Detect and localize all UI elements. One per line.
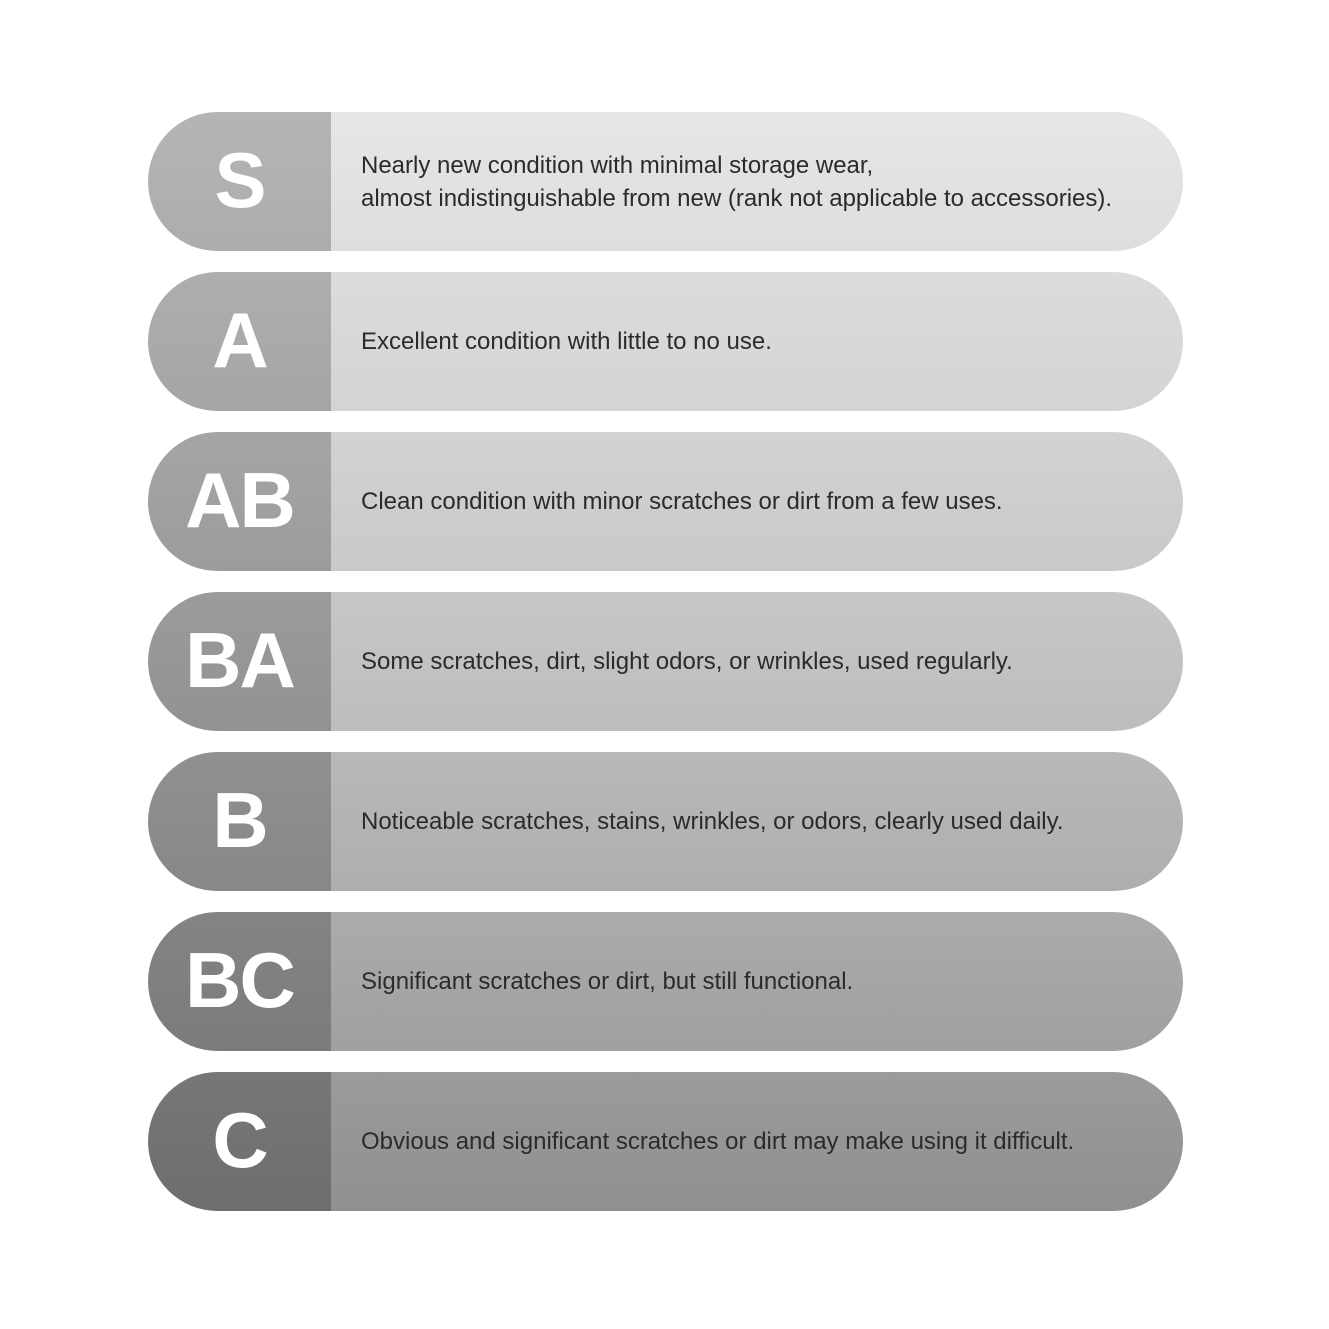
rank-description-s-line2: almost indistinguishable from new (rank not applicable to accessories). [361, 184, 1113, 212]
rank-row-b [148, 752, 1183, 891]
rank-letter-ba: BA [185, 615, 294, 704]
rank-description-cell-b [331, 752, 1183, 891]
rank-letter-c: C [212, 1095, 267, 1184]
rank-description-s [361, 149, 1112, 215]
rank-letter-ab: AB [185, 455, 294, 544]
rank-letter-cell-a [148, 272, 331, 411]
rank-description-cell-bc [331, 912, 1183, 1051]
rank-letter-cell-b [148, 752, 331, 891]
rank-letter-cell-s [148, 112, 331, 251]
rank-row-a [148, 272, 1183, 411]
rank-letter-cell-ab [148, 432, 331, 571]
rank-letter-s: S [214, 135, 265, 224]
rank-description-a: Excellent condition with little to no use. [361, 328, 772, 355]
rank-letter-cell-ba [148, 592, 331, 731]
rank-description-ab: Clean condition with minor scratches or dirt from a few uses. [361, 488, 1003, 515]
rank-description-cell-ab [331, 432, 1183, 571]
rank-row-s [148, 112, 1183, 251]
rank-description-c: Obvious and significant scratches or dirt may make using it difficult. [361, 1128, 1075, 1155]
rank-description-cell-c [331, 1072, 1183, 1211]
rank-letter-bc: BC [185, 935, 294, 1024]
rank-letter-cell-bc [148, 912, 331, 1051]
rank-letter-cell-c [148, 1072, 331, 1211]
rank-list [148, 112, 1183, 1211]
rank-row-c [148, 1072, 1183, 1211]
rank-description-bc: Significant scratches or dirt, but still functional. [361, 968, 854, 995]
rank-row-ab [148, 432, 1183, 571]
rank-letter-a: A [212, 295, 267, 384]
rank-description-cell-s [331, 112, 1183, 251]
rank-description-ba: Some scratches, dirt, slight odors, or wrinkles, used regularly. [361, 648, 1013, 675]
rank-row-ba [148, 592, 1183, 731]
rank-description-s-line1: Nearly new condition with minimal storage wear, [361, 151, 874, 179]
rank-letter-b: B [212, 775, 267, 864]
rank-description-cell-ba [331, 592, 1183, 731]
rank-row-bc [148, 912, 1183, 1051]
rank-description-b: Noticeable scratches, stains, wrinkles, or odors, clearly used daily. [361, 808, 1064, 835]
rank-description-cell-a [331, 272, 1183, 411]
